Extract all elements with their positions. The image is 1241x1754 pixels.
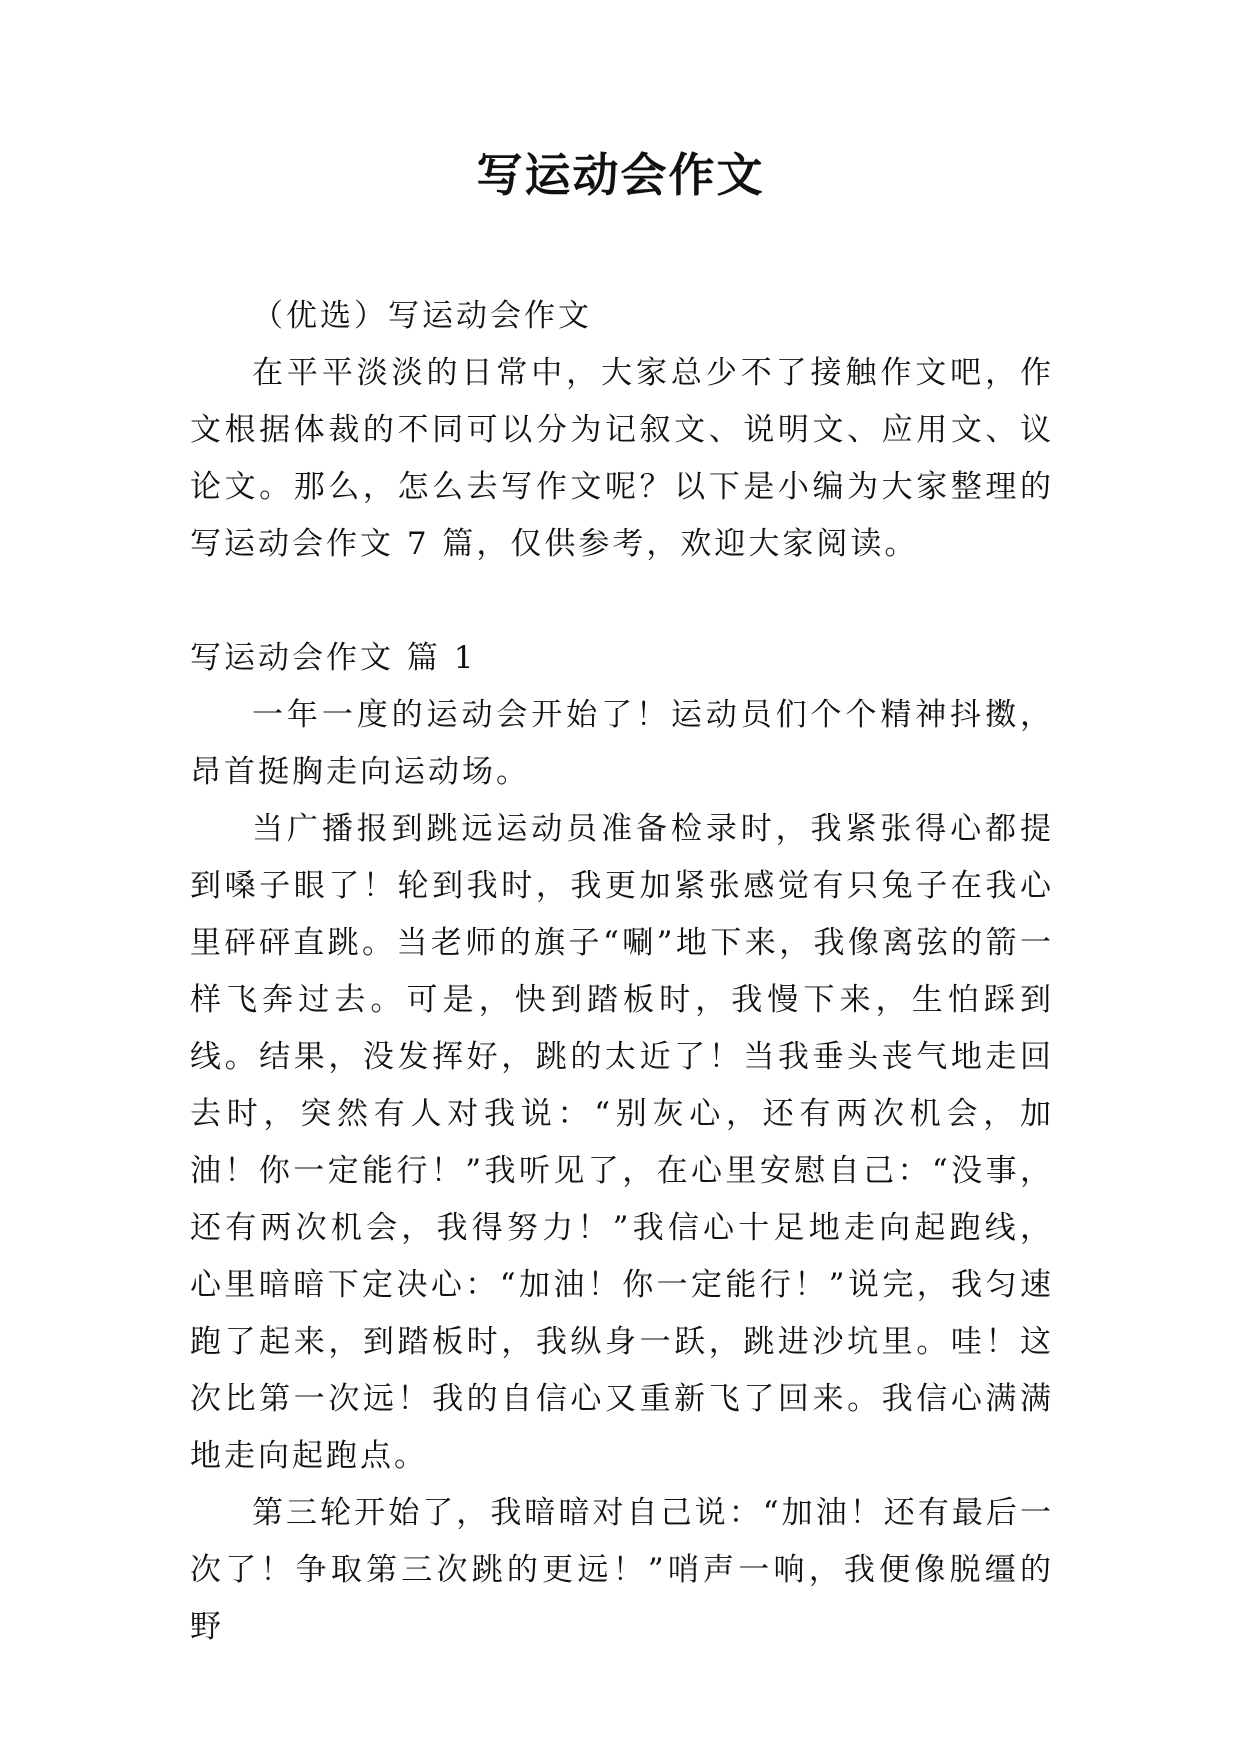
intro-paragraph: 在平平淡淡的日常中，大家总少不了接触作文吧，作文根据体裁的不同可以分为记叙文、说明文、应用文、议论文。那么，怎么去写作文呢？以下是小编为大家整理的写运动会作文 7 篇，仅供参考，欢迎大家阅读。	[190, 355, 1054, 562]
body-paragraph-3: 第三轮开始了，我暗暗对自己说：“加油！还有最后一次了！争取第三次跳的更远！”哨声一响，我便像脱缰的野	[190, 1495, 1054, 1645]
body-paragraph-1: 一年一度的运动会开始了！运动员们个个精神抖擞，昂首挺胸走向运动场。	[190, 697, 1054, 790]
subtitle: （优选）写运动会作文	[252, 298, 592, 334]
body-paragraph-2: 当广播报到跳远运动员准备检录时，我紧张得心都提到嗓子眼了！轮到我时，我更加紧张感觉有只兔子在我心里砰砰直跳。当老师的旗子“唰”地下来，我像离弦的箭一样飞奔过去。可是，快到踏板时，我慢下来，生怕踩到线。结果，没发挥好，跳的太近了！当我垂头丧气地走回去时，突然有人对我说：“别灰心，还有两次机会，加油！你一定能行！”我听见了，在心里安慰自己：“没事，还有两次机会，我得努力！”我信心十足地走向起跑线，心里暗暗下定决心：“加油！你一定能行！”说完，我匀速跑了起来，到踏板时，我纵身一跃，跳进沙坑里。哇！这次比第一次远！我的自信心又重新飞了回来。我信心满满地走向起跑点。	[190, 811, 1054, 1474]
document-title: 写运动会作文	[476, 148, 765, 202]
section-heading: 写运动会作文 篇 1	[190, 640, 477, 676]
section-gap	[190, 573, 1054, 630]
document-body	[190, 288, 1054, 1656]
